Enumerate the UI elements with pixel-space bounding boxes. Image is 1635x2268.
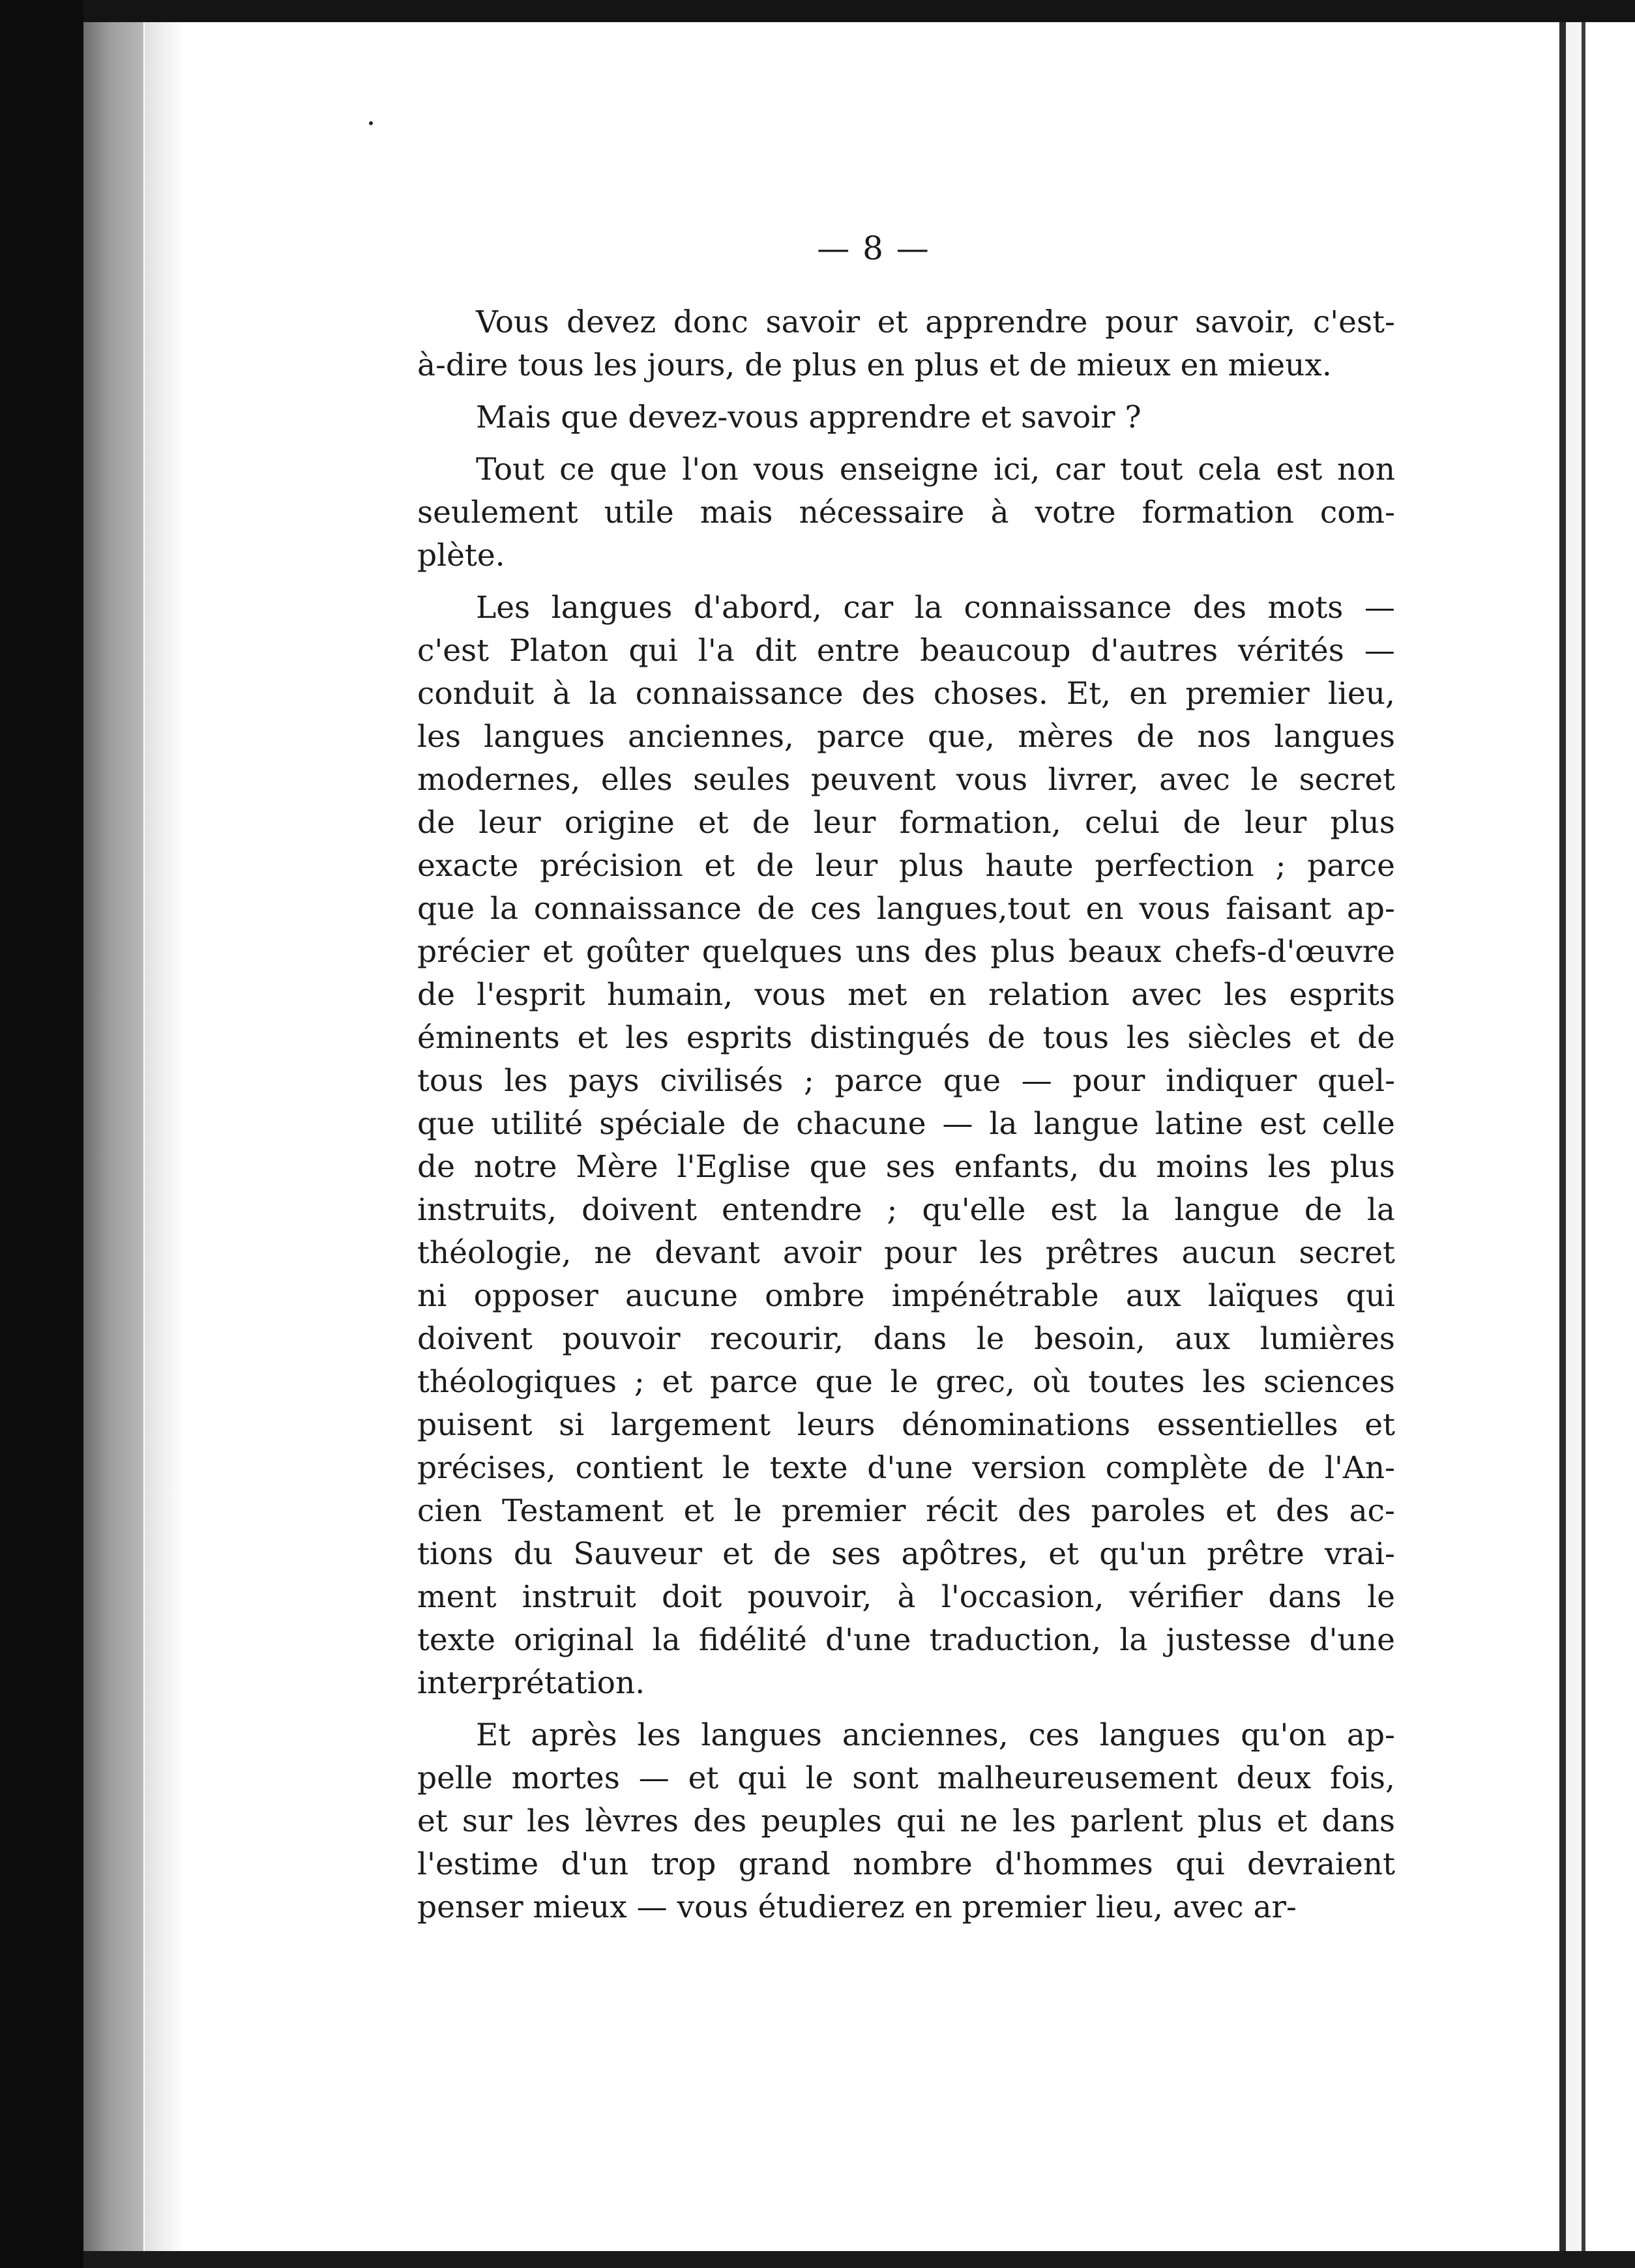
paragraph-gap — [417, 577, 1395, 587]
text-line: pelle mortes — et qui le sont malheureusement deux fois, — [417, 1760, 1395, 1796]
text-line: théologie, ne devant avoir pour les prêtres aucun secret — [417, 1235, 1395, 1271]
text-line: que utilité spéciale de chacune — la langue latine est celle — [417, 1106, 1395, 1142]
page-gutter-shadow — [83, 0, 143, 2268]
paragraph — [417, 1714, 1395, 1929]
text-line: de leur origine et de leur formation, celui de leur plus — [417, 805, 1395, 841]
paragraph-gap — [417, 1705, 1395, 1714]
text-line: de l'esprit humain, vous met en relation avec les esprits — [417, 977, 1395, 1013]
text-line: interprétation. — [417, 1665, 645, 1701]
scanner-right-edge — [1582, 22, 1585, 2251]
text-line: Mais que devez-vous apprendre et savoir ? — [476, 400, 1142, 435]
text-line: plète. — [417, 538, 505, 574]
paragraph — [417, 396, 1395, 439]
text-line: l'estime d'un trop grand nombre d'hommes qui devraient — [417, 1846, 1395, 1882]
text-line: à-dire tous les jours, de plus en plus et de mieux en mieux. — [417, 347, 1332, 383]
text-line: conduit à la connaissance des choses. Et, en premier lieu, — [417, 676, 1395, 712]
text-line: Vous devez donc savoir et apprendre pour savoir, c'est- — [476, 304, 1395, 340]
text-line: doivent pouvoir recourir, dans le besoin, aux lumières — [417, 1321, 1395, 1357]
text-line: instruits, doivent entendre ; qu'elle est la langue de la — [417, 1192, 1395, 1228]
text-line: que la connaissance de ces langues,tout en vous faisant ap- — [417, 891, 1395, 927]
text-line: Tout ce que l'on vous enseigne ici, car tout cela est non — [476, 452, 1395, 487]
text-line: précises, contient le texte d'une version complète de l'An- — [417, 1450, 1395, 1486]
text-line: éminents et les esprits distingués de tous les siècles et de — [417, 1020, 1395, 1056]
scanner-top-edge — [83, 0, 1635, 22]
scanner-bottom-edge — [83, 2251, 1635, 2268]
text-line: tions du Sauveur et de ses apôtres, et qu'un prêtre vrai- — [417, 1536, 1395, 1572]
text-line: texte original la fidélité d'une traduction, la justesse d'une — [417, 1622, 1395, 1658]
paragraph — [417, 448, 1395, 577]
text-line: penser mieux — vous étudierez en premier lieu, avec ar- — [417, 1889, 1297, 1925]
text-line: c'est Platon qui l'a dit entre beaucoup d'autres vérités — — [417, 633, 1395, 669]
text-line: théologiques ; et parce que le grec, où toutes les sciences — [417, 1364, 1395, 1400]
page-right-margin — [1566, 22, 1582, 2251]
text-line: de notre Mère l'Eglise que ses enfants, du moins les plus — [417, 1149, 1395, 1185]
text-line: cien Testament et le premier récit des paroles et des ac- — [417, 1493, 1395, 1529]
page-right-edge — [1559, 22, 1566, 2251]
paragraph-gap — [417, 387, 1395, 396]
body-text — [417, 301, 1395, 1929]
text-line: ment instruit doit pouvoir, à l'occasion, vérifier dans le — [417, 1579, 1395, 1615]
paragraph-gap — [417, 439, 1395, 448]
paragraph — [417, 587, 1395, 1705]
ink-speck — [369, 121, 373, 125]
text-line: les langues anciennes, parce que, mères de nos langues — [417, 719, 1395, 755]
text-line: modernes, elles seules peuvent vous livrer, avec le secret — [417, 762, 1395, 798]
paragraph — [417, 301, 1395, 387]
text-line: Et après les langues anciennes, ces langues qu'on ap- — [476, 1717, 1395, 1753]
text-line: précier et goûter quelques uns des plus beaux chefs-d'œuvre — [417, 934, 1395, 970]
page-number: — 8 — — [817, 229, 930, 267]
text-line: et sur les lèvres des peuples qui ne les parlent plus et dans — [417, 1803, 1395, 1839]
text-line: puisent si largement leurs dénominations essentielles et — [417, 1407, 1395, 1443]
text-line: tous les pays civilisés ; parce que — pour indiquer quel- — [417, 1063, 1395, 1099]
page-inner-shadow — [145, 22, 184, 2251]
text-line: Les langues d'abord, car la connaissance des mots — — [476, 590, 1395, 626]
text-line: exacte précision et de leur plus haute perfection ; parce — [417, 848, 1395, 884]
scanner-left-edge — [0, 0, 83, 2268]
text-line: ni opposer aucune ombre impénétrable aux laïques qui — [417, 1278, 1395, 1314]
text-line: seulement utile mais nécessaire à votre formation com- — [417, 495, 1395, 531]
